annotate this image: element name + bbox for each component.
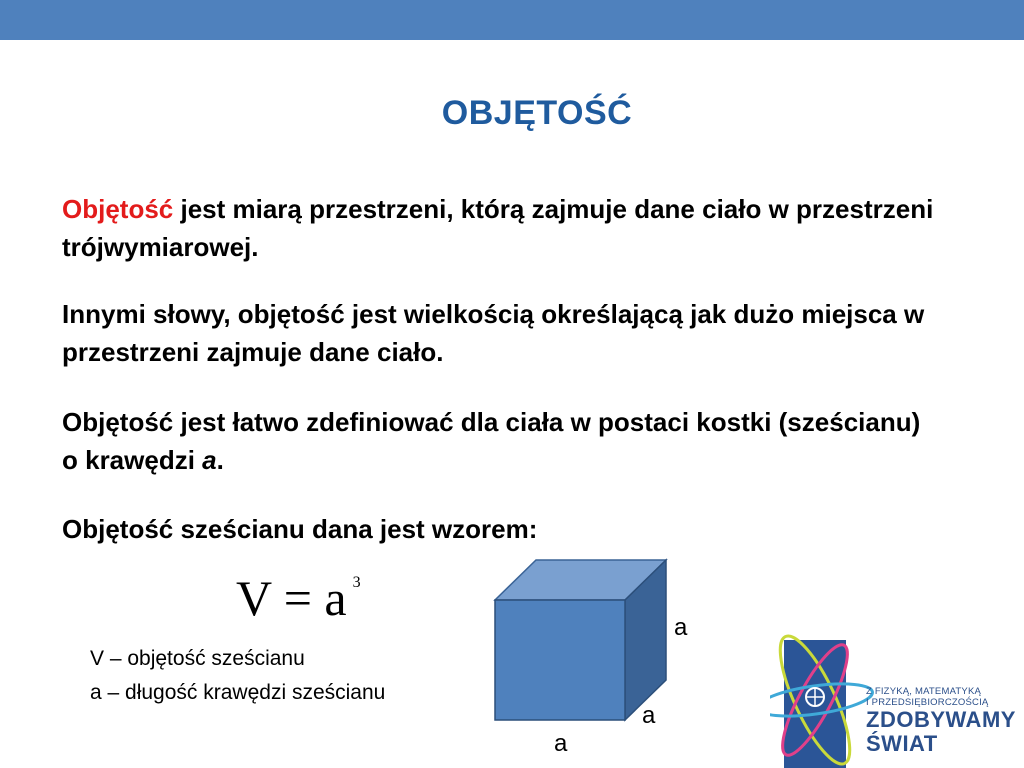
logo-line-1: Z FIZYKĄ, MATEMATYKĄ xyxy=(866,686,982,697)
period: . xyxy=(216,445,224,475)
formula-lhs: V xyxy=(236,570,272,626)
logo-wordmark xyxy=(866,686,1016,756)
formula-exponent: 3 xyxy=(352,574,361,591)
cube-label-depth: a xyxy=(642,702,656,729)
slide-title: OBJĘTOŚĆ xyxy=(441,94,633,132)
paragraph-formula-intro: Objętość sześcianu dana jest wzorem: xyxy=(62,514,538,544)
legend-line-v: V – objętość sześcianu xyxy=(90,647,305,670)
cube-label-width: a xyxy=(554,730,568,757)
edge-variable: a xyxy=(202,445,217,475)
logo-line-4: ŚWIAT xyxy=(866,731,938,756)
formula-base: a xyxy=(324,570,347,626)
paragraph-explanation: Innymi słowy, objętość jest wielkością określającą jak dużo miejsca w przestrzeni zajmuje dane ciało. xyxy=(62,299,925,367)
legend-line-a: a – długość krawędzi sześcianu xyxy=(90,681,386,704)
highlighted-term: Objętość xyxy=(62,194,174,224)
formula-equals: = xyxy=(283,570,312,626)
definition-text: jest miarą przestrzeni, którą zajmuje dane ciało w przestrzeni trójwymiarowej. xyxy=(62,194,934,262)
logo-line-2: I PRZEDSIĘBIORCZOŚCIĄ xyxy=(866,697,989,708)
cube-text: Objętość jest łatwo zdefiniować dla ciała w postaci kostki (sześcianu) o krawędzi xyxy=(62,407,921,475)
cube-front-face xyxy=(495,600,625,720)
logo-line-3: ZDOBYWAMY xyxy=(866,707,1016,732)
cube-label-height: a xyxy=(674,614,688,641)
